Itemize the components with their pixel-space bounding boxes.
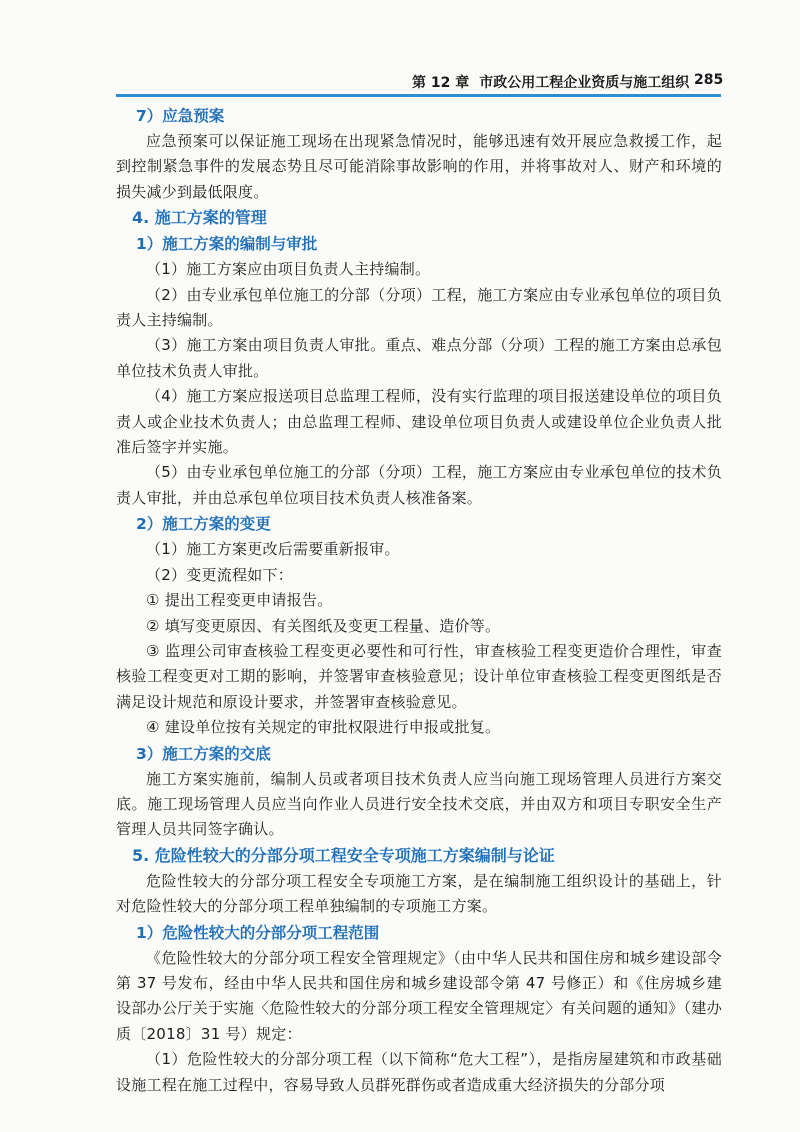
paragraph: ④ 建设单位按有关规定的审批权限进行申报或批复。 xyxy=(146,718,501,737)
page-number: 285 xyxy=(694,72,724,88)
section-heading: 5. 危险性较大的分部分项工程安全专项施工方案编制与论证 xyxy=(132,845,555,865)
paragraph: （5）由专业承包单位施工的分部（分项）工程，施工方案应由专业承包单位的技术负责人审批，并由总承包单位项目技术负责人核准备案。 xyxy=(116,463,722,507)
header-rule xyxy=(116,94,721,97)
paragraph: 施工方案实施前，编制人员或者项目技术负责人应当向施工现场管理人员进行方案交底。施工现场管理人员应当向作业人员进行安全技术交底，并由双方和项目专职安全生产管理人员共同签字确认。 xyxy=(116,769,722,839)
section-heading: 4. 施工方案的管理 xyxy=(132,208,267,228)
chapter-title: 市政公用工程企业资质与施工组织 xyxy=(479,75,690,91)
subsection-heading: 7）应急预案 xyxy=(136,107,225,125)
chapter-label: 第 12 章 xyxy=(412,75,470,91)
paragraph: 危险性较大的分部分项工程安全专项施工方案，是在编制施工组织设计的基础上，针对危险性较大的分部分项工程单独编制的专项施工方案。 xyxy=(116,871,722,916)
subsection-heading: 2）施工方案的变更 xyxy=(136,515,271,534)
paragraph: ③ 监理公司审查核验工程变更必要性和可行性，审查核验工程变更造价合理性，审查核验工程变更对工期的影响，并签署审查核验意见；设计单位审查核验工程变更图纸是否满足设计规范和原设计要求，并签署审查核验意见。 xyxy=(116,641,722,711)
page-body xyxy=(116,103,722,1098)
paragraph: ② 填写变更原因、有关图纸及变更工程量、造价等。 xyxy=(146,616,501,635)
paragraph: （1）施工方案应由项目负责人主持编制。 xyxy=(146,260,431,279)
subsection-heading: 1）危险性较大的分部分项工程范围 xyxy=(136,923,380,942)
paragraph: ① 提出工程变更申请报告。 xyxy=(146,591,333,610)
paragraph: （3）施工方案由项目负责人审批。重点、难点分部（分项）工程的施工方案由总承包单位技术负责人审批。 xyxy=(116,336,722,380)
paragraph: 应急预案可以保证施工现场在出现紧急情况时，能够迅速有效开展应急救援工作，起到控制紧急事件的发展态势且尽可能消除事故影响的作用，并将事故对人、财产和环境的损失减少到最低限度。 xyxy=(116,132,722,201)
paragraph: （1）危险性较大的分部分项工程（以下简称“危大工程”），是指房屋建筑和市政基础设施工程在施工过程中，容易导致人员群死群伤或者造成重大经济损失的分部分项 xyxy=(116,1050,722,1094)
subsection-heading: 3）施工方案的交底 xyxy=(136,744,271,763)
paragraph: （2）由专业承包单位施工的分部（分项）工程，施工方案应由专业承包单位的项目负责人主持编制。 xyxy=(116,285,722,330)
paragraph: （2）变更流程如下： xyxy=(146,565,294,584)
paragraph: 《危险性较大的分部分项工程安全管理规定》（由中华人民共和国住房和城乡建设部令第 37 号发布，经由中华人民共和国住房和城乡建设部令第 47 号修正）和《住房城乡建设部办公厅关于实施〈危险性较大的分部分项工程安全管理规定〉有关问题的通知》（建办质〔2018〕31 号）规定： xyxy=(116,948,722,1043)
page-header xyxy=(0,0,800,100)
subsection-heading: 1）施工方案的编制与审批 xyxy=(136,235,318,254)
paragraph: （1）施工方案更改后需要重新报审。 xyxy=(146,540,400,559)
paragraph: （4）施工方案应报送项目总监理工程师，没有实行监理的项目报送建设单位的项目负责人或企业技术负责人；由总监理工程师、建设单位项目负责人或建设单位企业负责人批准后签字并实施。 xyxy=(116,387,722,457)
running-head xyxy=(412,72,689,92)
